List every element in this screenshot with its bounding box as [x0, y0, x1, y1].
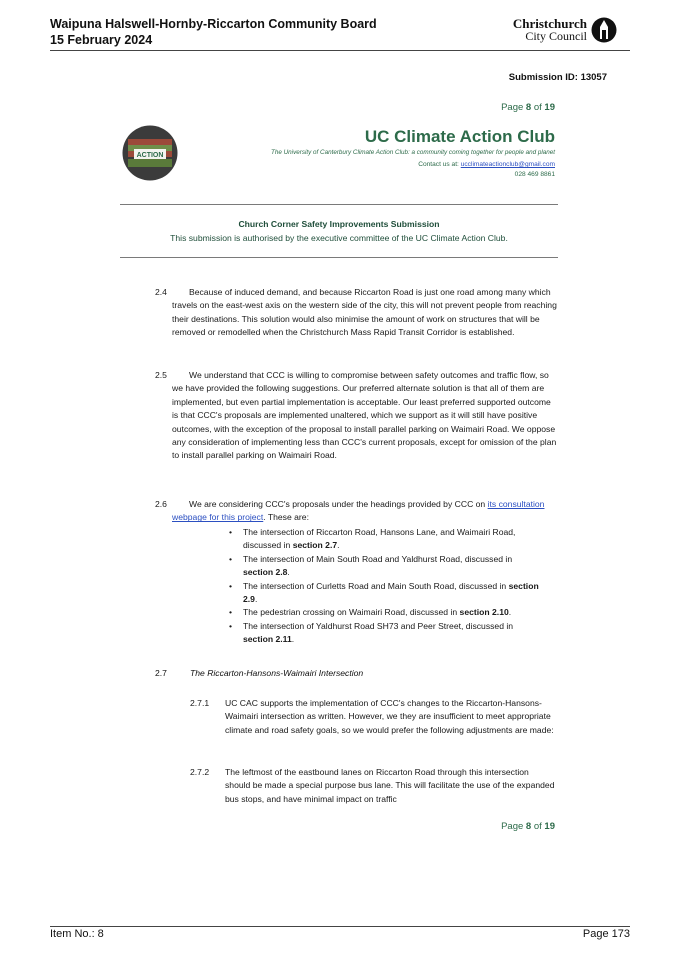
submission-id: Submission ID: 13057: [508, 72, 607, 83]
paragraph-number: 2.6: [155, 499, 167, 509]
club-tagline: The University of Canterbury Climate Action Club: a community coming together for people and planet: [271, 149, 555, 156]
page-marker-top: Page 8 of 19: [501, 102, 555, 113]
submission-title: Church Corner Safety Improvements Submission: [238, 219, 440, 229]
list-item: • The pedestrian crossing on Waimairi Road, discussed in section 2.10.: [223, 606, 543, 619]
club-name: UC Climate Action Club: [364, 127, 555, 146]
list-item: • The intersection of Main South Road and Yaldhurst Road, discussed in section 2.8.: [223, 553, 543, 580]
paragraph-2-4: [155, 286, 559, 340]
footer-page-number: Page 173: [582, 928, 630, 940]
council-name-line1: Christchurch: [512, 16, 587, 31]
paragraph-2-7-2: [190, 766, 555, 806]
paragraph-text: We are considering CCC's proposals under the headings provided by CCC on its consultation webpage for this project. These are:: [172, 499, 545, 523]
paragraph-2-6: [155, 498, 559, 525]
header-divider: [50, 50, 630, 51]
meeting-date: 15 February 2024: [50, 33, 153, 47]
paragraph-number: 2.5: [155, 370, 167, 380]
submission-authorisation: This submission is authorised by the executive committee of the UC Climate Action Club.: [170, 233, 508, 243]
paragraph-number: 2.7.1: [190, 698, 210, 708]
footer-item-number: Item No.: 8: [50, 928, 104, 940]
meeting-board-title: Waipuna Halswell-Hornby-Riccarton Community Board: [50, 17, 377, 31]
list-item: • The intersection of Yaldhurst Road SH73 and Peer Street, discussed in section 2.11.: [223, 620, 543, 647]
paragraph-number: 2.7.2: [190, 767, 210, 777]
council-name: [513, 17, 587, 43]
paragraph-text: The leftmost of the eastbound lanes on Riccarton Road through this intersection should be made a special purpose bus lane. This will facilitate the use of the expanded bus stops, and have minimal impact on traffic: [225, 767, 555, 804]
cathedral-icon: [591, 17, 617, 43]
paragraph-text: UC CAC supports the implementation of CCC's changes to the Riccarton-Hansons-Waimairi intersection as written. However, we they are insufficient to meet appropriate climate and road safety goals, so we would prefer the following adjustments are made:: [225, 698, 554, 735]
contact-prefix: Contact us at:: [418, 161, 461, 168]
club-logo-text: ACTION: [136, 152, 164, 159]
paragraph-2-5: [155, 369, 559, 463]
paragraph-text: Because of induced demand, and because Riccarton Road is just one road among many which travels on the east-west axis on the western side of the city, this will not prevent people from reaching their destinations. This solution would also minimise the amount of work on structures that will be removed or remodelled when the Christchurch Mass Rapid Transit Corridor is established.: [172, 287, 557, 338]
paragraph-number: 2.4: [155, 287, 167, 297]
club-phone: 028 469 8861: [514, 171, 555, 178]
paragraph-text: We understand that CCC is willing to compromise between safety outcomes and traffic flow, so we have provided the following suggestions. Our preferred alternate solution is that all of them are implemented, but even partial implementation is acceptable. Our least preferred supported outcome is that CCC's proposals are implemented unaltered, which we support as it will still have positive outcomes, with the exception of the proposal to install parallel parking on Waimairi Road. We oppose any consideration of implementing less than CCC's current proposals, except for omission of the plan to install parallel parking on Waimairi Road.: [172, 370, 557, 461]
list-item: • The intersection of Riccarton Road, Hansons Lane, and Waimairi Road, discussed in section 2.7.: [223, 526, 543, 553]
title-bottom-divider: [120, 257, 558, 258]
title-top-divider: [120, 204, 558, 205]
council-name-line2: City Council: [525, 29, 587, 43]
proposal-list: [223, 526, 543, 647]
consultation-webpage-link[interactable]: its consultation webpage for this project: [172, 499, 545, 523]
paragraph-2-7-1: [190, 697, 555, 737]
section-2-7-number: 2.7: [155, 668, 167, 678]
club-logo: [122, 125, 178, 181]
club-contact: [418, 160, 555, 180]
council-logo: [512, 16, 617, 46]
club-email-link[interactable]: ucclimateactionclub@gmail.com: [460, 161, 555, 168]
footer-divider: [50, 926, 630, 927]
list-item: • The intersection of Curletts Road and Main South Road, discussed in section 2.9.: [223, 580, 543, 607]
page-marker-bottom: Page 8 of 19: [501, 821, 555, 832]
section-2-7-title: The Riccarton-Hansons-Waimairi Intersection: [190, 668, 364, 678]
